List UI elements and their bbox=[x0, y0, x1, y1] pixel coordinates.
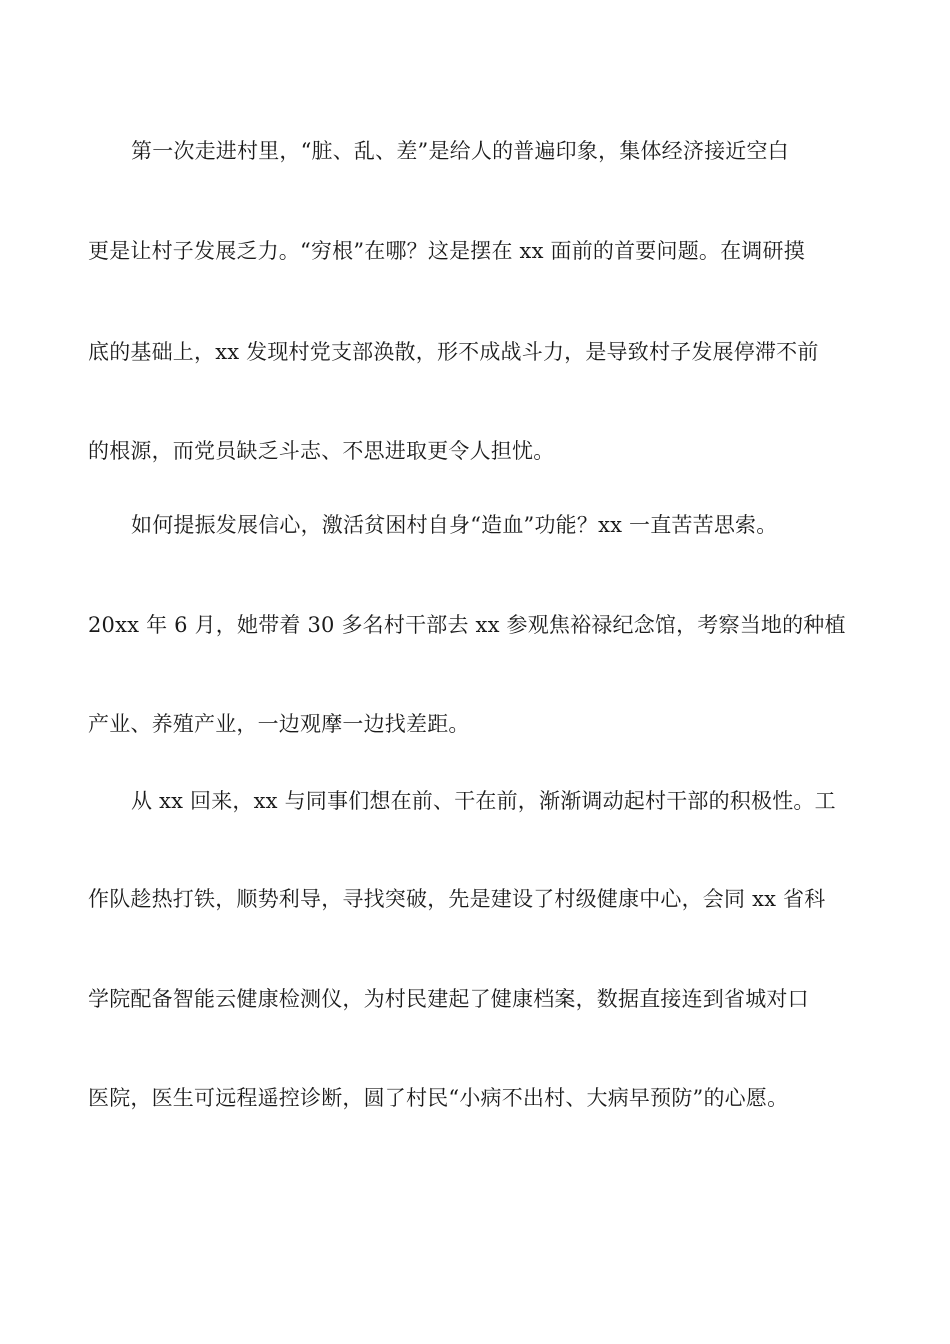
paragraph-1-line-3: 底的基础上，xx 发现村党支部涣散，形不成战斗力，是导致村子发展停滞不前 bbox=[88, 340, 819, 364]
paragraph-3-line-3: 学院配备智能云健康检测仪，为村民建起了健康档案，数据直接连到省城对口 bbox=[88, 987, 809, 1011]
paragraph-3-line-4: 医院，医生可远程遥控诊断，圆了村民“小病不出村、大病早预防”的心愿。 bbox=[88, 1086, 789, 1110]
paragraph-1-line-4: 的根源，而党员缺乏斗志、不思进取更令人担忧。 bbox=[88, 439, 555, 463]
paragraph-3-line-1: 从 xx 回来，xx 与同事们想在前、干在前，渐渐调动起村干部的积极性。工 bbox=[131, 789, 836, 813]
paragraph-2-line-1: 如何提振发展信心，激活贫困村自身“造血”功能？xx 一直苦苦思索。 bbox=[131, 513, 778, 537]
paragraph-3-line-2: 作队趁热打铁，顺势利导，寻找突破，先是建设了村级健康中心，会同 xx 省科 bbox=[88, 887, 826, 911]
paragraph-1-line-1: 第一次走进村里，“脏、乱、差”是给人的普遍印象，集体经济接近空白 bbox=[131, 139, 789, 163]
paragraph-2-line-2: 20xx 年 6 月，她带着 30 多名村干部去 xx 参观焦裕禄纪念馆，考察当地的种植 bbox=[88, 613, 846, 637]
paragraph-2-line-3: 产业、养殖产业，一边观摩一边找差距。 bbox=[88, 712, 470, 736]
paragraph-1-line-2: 更是让村子发展乏力。“穷根”在哪？这是摆在 xx 面前的首要问题。在调研摸 bbox=[88, 239, 805, 263]
